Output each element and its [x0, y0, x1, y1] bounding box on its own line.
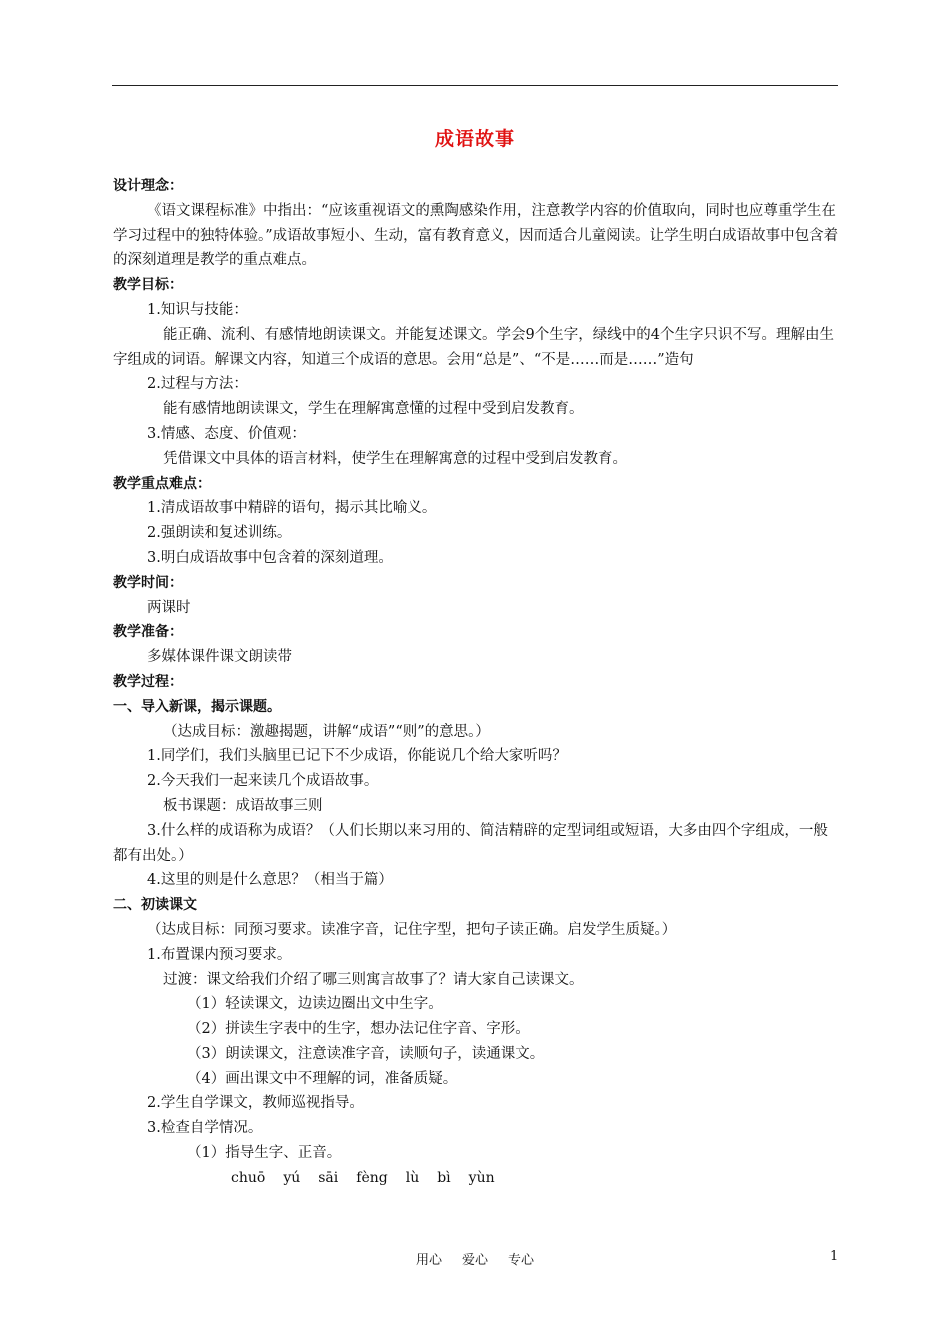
part-2-step-2: 2.学生自学课文，教师巡视指导。	[147, 1095, 364, 1112]
section-heading-key-points: 教学重点难点：	[113, 475, 211, 492]
part-1-step-2: 2.今天我们一起来读几个成语故事。	[147, 773, 379, 790]
part-2-step-1: 1.布置课内预习要求。	[147, 946, 292, 963]
goal-item-2: 2.过程与方法：	[147, 376, 248, 393]
section-heading-time: 教学时间：	[113, 574, 183, 591]
goal-item-3: 3.情感、态度、价值观：	[147, 425, 306, 442]
footer-item: 用心	[415, 1253, 442, 1268]
part-1-step-4: 4.这里的则是什么意思？（相当于篇）	[147, 872, 393, 889]
goal-item-3-text: 凭借课文中具体的语言材料，使学生在理解寓意的过程中受到启发教育。	[163, 450, 627, 467]
part-2-substep-4: （4）画出课文中不理解的词，准备质疑。	[187, 1070, 458, 1087]
footer-item: 专心	[508, 1253, 535, 1268]
part-2-step-3: 3.检查自学情况。	[147, 1120, 263, 1137]
page-footer	[0, 1249, 950, 1268]
key-point-1: 1.清成语故事中精辟的语句，揭示其比喻义。	[147, 500, 437, 517]
section-heading-goals: 教学目标：	[113, 277, 183, 294]
pinyin-item: sāi	[318, 1169, 339, 1186]
pinyin-item: yú	[283, 1169, 301, 1186]
part-2-substep-2: （2）拼读生字表中的生字，想办法记住字音、字形。	[187, 1021, 530, 1038]
pinyin-item: fèng	[356, 1169, 388, 1186]
footer-item: 爱心	[461, 1253, 488, 1268]
concept-paragraph: 《语文课程标准》中指出：“应该重视语文的熏陶感染作用，注意教学内容的价值取向，同时也应尊重学生在学习过程中的独特体验。”成语故事短小、生动，富有教育意义，因而适合儿童阅读。让学生明白成语故事中包含着的深刻道理是教学的重点难点。	[113, 202, 839, 269]
section-heading-process: 教学过程：	[113, 673, 183, 690]
key-point-2: 2.强朗读和复述训练。	[147, 525, 292, 542]
header-rule	[112, 85, 838, 86]
section-heading-concept: 设计理念：	[113, 178, 183, 194]
goal-item-2-text: 能有感情地朗读课文，学生在理解寓意懂的过程中受到启发教育。	[163, 401, 584, 418]
part-2-heading: 二、初读课文	[113, 897, 197, 914]
goal-item-1-text: 能正确、流利、有感情地朗读课文。并能复述课文。学会9个生字，绿线中的4个生字只识不写。理解由生字组成的词语。解课文内容，知道三个成语的意思。会用“总是”、“不是……而是……”造句	[113, 326, 834, 368]
pinyin-item: chuō	[231, 1169, 266, 1186]
part-1-board-title: 板书课题：成语故事三则	[163, 797, 323, 814]
part-2-transition: 过渡：课文给我们介绍了哪三则寓言故事了？请大家自己读课文。	[163, 971, 584, 988]
goal-item-1: 1.知识与技能：	[147, 301, 248, 318]
pinyin-item: bì	[437, 1169, 451, 1186]
part-1-step-3: 3.什么样的成语称为成语？（人们长期以来习用的、简洁精辟的定型词组或短语，大多由四个字组成，一般都有出处。）	[113, 822, 828, 864]
preparation-text: 多媒体课件课文朗读带	[147, 649, 292, 666]
part-2-step-3-substep-1: （1）指导生字、正音。	[187, 1145, 342, 1162]
document-body	[113, 174, 841, 1191]
part-2-substep-1: （1）轻读课文，边读边圈出文中生字。	[187, 996, 443, 1013]
part-1-heading: 一、导入新课，揭示课题。	[113, 698, 281, 715]
part-1-step-1: 1.同学们，我们头脑里已记下不少成语，你能说几个给大家听吗？	[147, 748, 567, 765]
section-heading-preparation: 教学准备：	[113, 624, 183, 641]
pinyin-item: lù	[405, 1169, 420, 1186]
page-number: 1	[830, 1249, 839, 1264]
document-title: 成语故事	[434, 128, 515, 150]
part-2-goal: （达成目标：同预习要求。读准字音，记住字型，把句子读正确。启发学生质疑。）	[147, 921, 677, 938]
key-point-3: 3.明白成语故事中包含着的深刻道理。	[147, 549, 393, 566]
pinyin-item: yùn	[468, 1169, 495, 1186]
time-text: 两课时	[147, 599, 191, 616]
part-2-substep-3: （3）朗读课文，注意读准字音，读顺句子，读通课文。	[187, 1045, 545, 1062]
part-1-goal: （达成目标：激趣揭题，讲解“成语”“则”的意思。）	[163, 723, 490, 740]
pinyin-row	[113, 1166, 841, 1191]
